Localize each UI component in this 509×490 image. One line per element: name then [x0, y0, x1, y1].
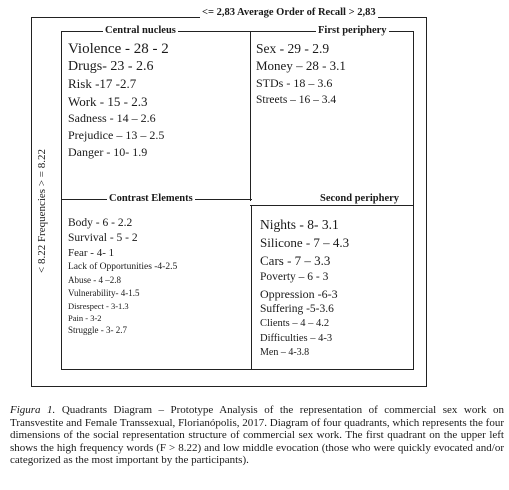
central-item: Danger - 10- 1.9 [68, 145, 148, 159]
second-periphery-item: Silicone - 7 – 4.3 [260, 235, 350, 250]
contrast-item: Survival - 5 - 2 [68, 232, 138, 244]
second-periphery-item: Oppression -6-3 [260, 287, 338, 301]
inner-right-border [413, 31, 414, 370]
central-item: Drugs- 23 - 2.6 [68, 59, 154, 74]
second-periphery-item: Poverty – 6 - 3 [260, 271, 329, 283]
contrast-item: Disrespect - 3-1.3 [68, 301, 129, 311]
second-periphery-title: Second periphery [320, 193, 400, 204]
first-periphery-title: First periphery [318, 25, 387, 36]
contrast-item: Vulnerability- 4-1.5 [68, 288, 140, 298]
contrast-item: Body - 6 - 2.2 [68, 217, 133, 229]
contrast-item: Struggle - 3- 2.7 [68, 325, 127, 335]
second-periphery-item: Cars - 7 – 3.3 [260, 253, 331, 268]
first-periphery-list [256, 42, 346, 112]
contrast-elements-title: Contrast Elements [109, 193, 193, 204]
frequency-axis-label: < 8.22 Frequencies > = 8.22 [36, 149, 48, 274]
central-item: Risk -17 -2.7 [68, 76, 137, 91]
contrast-item: Lack of Opportunities -4-2.5 [68, 262, 178, 272]
second-periphery-item: Clients – 4 – 4.2 [260, 318, 330, 329]
recall-axis-label: <= 2,83 Average Order of Recall > 2,83 [202, 7, 376, 18]
contrast-item: Fear - 4- 1 [68, 247, 115, 259]
contrast-elements-list [68, 218, 177, 339]
second-periphery-item: Men – 4-3.8 [260, 347, 310, 358]
second-periphery-list [260, 218, 349, 361]
central-nucleus-list [68, 42, 169, 163]
central-item: Violence - 28 - 2 [68, 41, 169, 57]
central-item: Prejudice – 13 – 2.5 [68, 128, 165, 142]
first-periphery-item: Money – 28 - 3.1 [256, 58, 346, 73]
second-periphery-item: Suffering -5-3.6 [260, 303, 334, 315]
second-periphery-item: Nights - 8- 3.1 [260, 217, 339, 232]
second-periphery-item: Difficulties – 4-3 [260, 333, 333, 344]
figure-caption [10, 404, 504, 467]
first-periphery-item: Sex - 29 - 2.9 [256, 41, 330, 56]
central-item: Work - 15 - 2.3 [68, 94, 148, 109]
vertical-divider [250, 31, 251, 201]
caption-lead: Figura 1. [10, 404, 56, 416]
central-nucleus-title: Central nucleus [105, 25, 176, 36]
contrast-item: Abuse - 4 –2.8 [68, 275, 121, 285]
vertical-divider-lower [251, 205, 252, 370]
first-periphery-item: STDs - 18 – 3.6 [256, 76, 333, 90]
first-periphery-item: Streets – 16 – 3.4 [256, 94, 337, 106]
horizontal-divider-right [250, 205, 414, 206]
caption-text: Quadrants Diagram – Prototype Analysis of the representation of commercial sex work on Transvestite and Female Transsexual, Florianópolis, 2017. Diagram of four quadrants, which represents the four dimensions of the social representation structure of commercial sex work. The first quadrant on the upper left shows the high frequency words (F > 8.22) and low middle evocation (those who were quickly evocated and/or categorized as the most important by the participants). [10, 404, 504, 467]
contrast-item: Pain - 3-2 [68, 313, 102, 323]
inner-bottom-border [61, 369, 414, 370]
central-item: Sadness - 14 – 2.6 [68, 111, 156, 125]
inner-left-border [61, 31, 62, 370]
